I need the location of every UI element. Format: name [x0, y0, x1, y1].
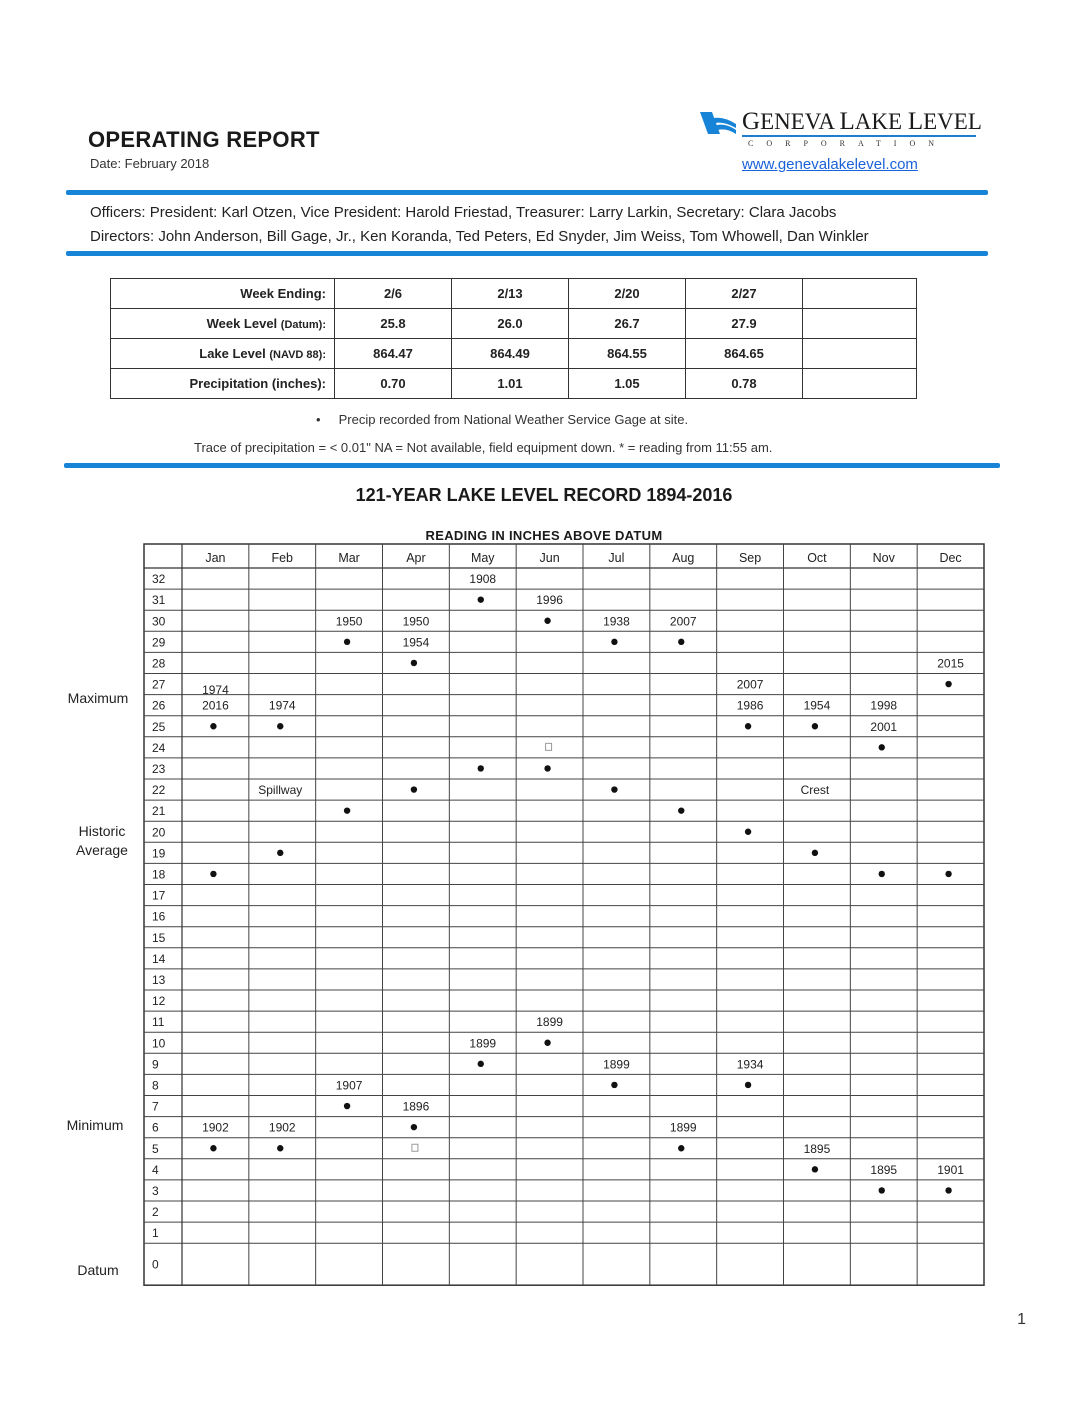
level-label: 3: [152, 1183, 159, 1198]
month-header: Feb: [271, 551, 294, 565]
level-label: 18: [152, 867, 166, 882]
level-label: 1: [152, 1226, 159, 1241]
table-cell: 2/27: [686, 279, 803, 309]
open-marker: [546, 743, 552, 750]
maximum-year-label: 2007: [669, 614, 697, 629]
maximum-label: Maximum: [67, 690, 129, 706]
table-cell: 864.55: [569, 339, 686, 369]
table-cell: 26.7: [569, 309, 686, 339]
minimum-year-label: 1896: [402, 1099, 430, 1114]
month-header: Aug: [672, 551, 695, 565]
minimum-year-label: 1934: [736, 1057, 764, 1072]
level-label: 32: [152, 572, 166, 587]
minimum-year-label: 1902: [202, 1120, 229, 1135]
maximum-marker: [611, 639, 617, 645]
month-header: Oct: [807, 551, 827, 565]
level-label: 17: [152, 888, 166, 903]
month-header: May: [470, 551, 495, 565]
level-label: 31: [152, 593, 166, 608]
maximum-marker: [411, 660, 417, 666]
minimum-marker: [745, 1082, 751, 1088]
maximum-marker: [945, 681, 951, 687]
month-header: Apr: [406, 551, 426, 565]
level-label: 23: [152, 761, 166, 776]
level-label: 30: [152, 614, 166, 629]
table-cell: 1.05: [569, 369, 686, 399]
historic-label: Historic: [78, 823, 126, 839]
average-marker: [210, 871, 216, 877]
maximum-year-label: 2007: [736, 677, 764, 692]
level-label: 8: [152, 1078, 159, 1093]
level-label: 0: [152, 1257, 159, 1272]
minimum-marker: [611, 1082, 617, 1088]
table-cell: 864.65: [686, 339, 803, 369]
maximum-marker: [344, 639, 350, 645]
level-label: 27: [152, 677, 166, 692]
average-marker: [945, 871, 951, 877]
table-cell: 1.01: [452, 369, 569, 399]
row-label: Week Level (Datum):: [111, 309, 335, 339]
maximum-marker: [478, 596, 484, 602]
month-header: Nov: [872, 551, 895, 565]
row-label: Precipitation (inches):: [111, 369, 335, 399]
minimum-label: Minimum: [66, 1117, 124, 1133]
level-label: 24: [152, 740, 166, 755]
maximum-year-label: 1998: [870, 698, 898, 713]
average-marker: [344, 807, 350, 813]
bullet-icon: •: [316, 412, 321, 427]
level-label: 9: [152, 1057, 159, 1072]
level-label: 26: [152, 698, 166, 713]
average-marker: [544, 765, 550, 771]
table-cell: 864.49: [452, 339, 569, 369]
level-label: 12: [152, 994, 166, 1009]
maximum-marker: [879, 744, 885, 750]
month-header: Mar: [338, 551, 360, 565]
minimum-marker: [945, 1187, 951, 1193]
maximum-year-label: 2016: [202, 698, 229, 713]
maximum-year-label: 1954: [402, 635, 430, 650]
level-label: 4: [152, 1162, 159, 1177]
datum-label: Datum: [77, 1262, 119, 1278]
crest-label: Crest: [800, 783, 830, 798]
level-label: 7: [152, 1099, 159, 1114]
level-label: 25: [152, 719, 166, 734]
minimum-year-label: 1902: [268, 1120, 296, 1135]
row-label: Week Ending:: [111, 279, 335, 309]
website-link[interactable]: www.genevalakelevel.com: [742, 156, 918, 173]
maximum-year-label: 1938: [603, 614, 630, 629]
precip-note: • Precip recorded from National Weather Service Gage at site.: [316, 412, 689, 427]
level-label: 28: [152, 656, 166, 671]
maximum-year-label: 1974: [202, 683, 229, 698]
level-label: 5: [152, 1141, 159, 1156]
level-label: 22: [152, 783, 166, 798]
minimum-year-label: 1895: [870, 1162, 898, 1177]
month-header: Jan: [205, 551, 226, 565]
maximum-year-label: 1908: [469, 572, 497, 587]
minimum-year-label: 1899: [469, 1036, 497, 1051]
minimum-year-label: 1899: [669, 1120, 697, 1135]
maximum-year-label: 2015: [937, 656, 964, 671]
level-label: 14: [152, 951, 166, 966]
minimum-year-label: 1899: [603, 1057, 630, 1072]
minimum-year-label: 1901: [937, 1162, 964, 1177]
report-date: Date: February 2018: [90, 156, 210, 171]
month-header: Jul: [608, 551, 625, 565]
chart-subtitle: READING IN INCHES ABOVE DATUM: [425, 528, 663, 543]
row-label: Lake Level (NAVD 88):: [111, 339, 335, 369]
month-header: Dec: [939, 551, 962, 565]
average-marker: [678, 807, 684, 813]
maximum-marker: [812, 723, 818, 729]
maximum-year-label: 1996: [536, 593, 563, 608]
level-label: 20: [152, 825, 166, 840]
maximum-marker: [745, 723, 751, 729]
level-label: 15: [152, 930, 166, 945]
minimum-year-label: 1907: [335, 1078, 363, 1093]
minimum-marker: [411, 1124, 417, 1130]
average-marker: [411, 786, 417, 792]
maximum-year-label: 2001: [870, 719, 898, 734]
level-label: 2: [152, 1205, 159, 1220]
minimum-marker: [812, 1166, 818, 1172]
minimum-marker: [344, 1103, 350, 1109]
minimum-marker: [544, 1040, 550, 1046]
month-header: Jun: [539, 551, 560, 565]
average-marker: [745, 829, 751, 835]
level-label: 13: [152, 972, 166, 987]
maximum-year-label: 1954: [803, 698, 831, 713]
directors-line: Directors: John Anderson, Bill Gage, Jr., Ken Koranda, Ted Peters, Ed Snyder, Jim Weiss, Tom Whowell, Dan Winkler: [90, 228, 869, 245]
maximum-year-label: 1950: [335, 614, 363, 629]
maximum-marker: [544, 618, 550, 624]
level-label: 21: [152, 804, 166, 819]
minimum-marker: [678, 1145, 684, 1151]
table-cell: 27.9: [686, 309, 803, 339]
level-label: 11: [152, 1015, 165, 1030]
average-marker: [879, 871, 885, 877]
minimum-marker: [478, 1061, 484, 1067]
maximum-marker: [277, 723, 283, 729]
average-marker: [812, 850, 818, 856]
spillway-label: Spillway: [258, 783, 303, 798]
average-marker: [611, 786, 617, 792]
minimum-year-label: 1899: [536, 1015, 563, 1030]
minimum-marker: [210, 1145, 216, 1151]
record-title: 121-YEAR LAKE LEVEL RECORD 1894-2016: [355, 485, 733, 505]
table-cell: 2/20: [569, 279, 686, 309]
table-cell: 2/13: [452, 279, 569, 309]
chart-border: [144, 544, 984, 1285]
average-marker: [277, 850, 283, 856]
average-label: Average: [76, 842, 128, 858]
logo-company-name: GENEVA LAKE LEVEL: [742, 108, 982, 135]
average-marker: [478, 765, 484, 771]
officers-line: Officers: President: Karl Otzen, Vice President: Harold Friestad, Treasurer: Larry Larkin, Secretary: Clara Jacobs: [90, 204, 837, 221]
table-cell: 26.0: [452, 309, 569, 339]
maximum-year-label: 1974: [268, 698, 296, 713]
level-label: 29: [152, 635, 166, 650]
maximum-year-label: 1950: [402, 614, 430, 629]
table-cell: 0.78: [686, 369, 803, 399]
page-number: 1: [1017, 1311, 1026, 1328]
minimum-marker: [879, 1187, 885, 1193]
table-cell: 0.70: [335, 369, 452, 399]
level-label: 6: [152, 1120, 159, 1135]
level-label: 10: [152, 1036, 166, 1051]
month-header: Sep: [738, 551, 762, 565]
maximum-marker: [678, 639, 684, 645]
table-cell: 25.8: [335, 309, 452, 339]
maximum-year-label: 1986: [736, 698, 764, 713]
maximum-marker: [210, 723, 216, 729]
level-label: 16: [152, 909, 166, 924]
legend-note: Trace of precipitation = < 0.01" NA = Not available, field equipment down. * = reading from 11:55 am.: [194, 440, 773, 455]
level-label: 19: [152, 846, 166, 861]
table-cell: 2/6: [335, 279, 452, 309]
report-title: OPERATING REPORT: [88, 127, 320, 152]
minimum-year-label: 1895: [803, 1141, 831, 1156]
minimum-marker: [277, 1145, 283, 1151]
logo-subtitle: CORPORATION: [748, 139, 948, 148]
open-marker: [412, 1144, 418, 1151]
table-cell: 864.47: [335, 339, 452, 369]
